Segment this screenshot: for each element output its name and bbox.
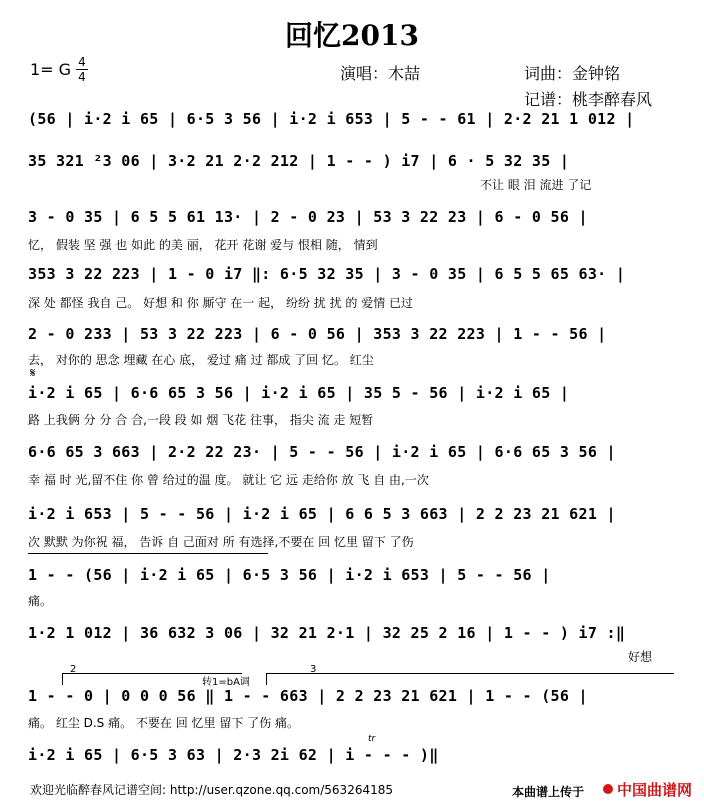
notation-text: (56 | i·2 i 65 | 6·5 3 56 | i·2 i 653 | 5 - - 61 | 2·2 21 1 012 | <box>28 110 635 128</box>
volta-label-3: 3 <box>310 664 317 675</box>
score-row-2 <box>28 152 678 176</box>
score-row-4 <box>28 265 678 289</box>
notation-text: i·2 i 653 | 5 - - 56 | i·2 i 65 | 6 6 5 3 663 | 2 2 23 21 621 | <box>28 505 616 523</box>
score-row-10 <box>28 624 678 648</box>
time-sig-bottom: 4 <box>78 70 86 84</box>
lyric-row-3: 忆， 假装 坚 强 也 如此 的美 丽， 花开 花谢 爱与 恨相 随， 情到 <box>28 238 378 252</box>
volta-bracket-3 <box>266 673 674 674</box>
composer-credit: 词曲：金钟铭 <box>524 64 621 83</box>
footer-credit: 欢迎光临醉春风记谱空间: http://user.qzone.qq.com/563264185 <box>30 783 394 797</box>
modulation-note: 转1=bA调 <box>202 677 250 688</box>
score-row-6 <box>28 384 678 408</box>
score-row-12 <box>28 746 678 770</box>
time-signature <box>76 56 88 83</box>
score-row-1 <box>28 110 678 134</box>
notation-text: 35 321 ²3 06 | 3·2 21 2·2 212 | 1 - - ) i7 | 6 · 5 32 35 | <box>28 152 570 170</box>
key-signature: 1= G <box>30 60 72 79</box>
singer-credit: 演唱：木喆 <box>340 64 421 83</box>
trill-mark: tr <box>368 734 376 744</box>
lyric-row-4: 深 处 都怪 我自 己。 好想 和 你 厮守 在一 起， 纷纷 扰 扰 的 爱情 已过 <box>28 296 414 310</box>
score-row-9 <box>28 566 678 590</box>
lyric-row-2: 不让 眼 泪 流进 了记 <box>480 178 592 192</box>
lyric-row-7: 幸 福 时 光,留不住 你 曾 给过的温 度。 就让 它 远 走给你 放 飞 自 由,一次 <box>28 473 429 487</box>
score-row-7 <box>28 443 678 467</box>
notation-text: i·2 i 65 | 6·5 3 63 | 2·3 2i 62 | i - - - )‖ <box>28 746 439 764</box>
time-sig-top: 4 <box>78 55 86 69</box>
page-title: 回忆2013 <box>285 19 419 52</box>
transcriber-credit: 记谱：桃李醉春风 <box>524 90 653 109</box>
score-row-11 <box>28 687 678 711</box>
lyric-row-5: 去， 对你的 思念 埋藏 在心 底， 爱过 痛 过 都成 了回 忆。 红尘 <box>28 353 374 367</box>
logo-mark-icon <box>603 784 613 794</box>
volta-bracket-1 <box>28 553 268 554</box>
lyric-row-11: 痛。 红尘 D.S 痛。 不要在 回 忆里 留下 了伤 痛。 <box>28 716 300 730</box>
volta-label-2: 2 <box>70 664 77 675</box>
notation-text: 1 - - (56 | i·2 i 65 | 6·5 3 56 | i·2 i 653 | 5 - - 56 | <box>28 566 551 584</box>
site-logo <box>603 779 699 801</box>
volta-bracket-2-tick <box>62 673 63 685</box>
upload-note: 本曲谱上传于 <box>512 785 585 799</box>
notation-text: 1·2 1 012 | 36 632 3 06 | 32 21 2·1 | 32 25 2 16 | 1 - - ) i7 :‖ <box>28 624 626 642</box>
volta-bracket-3-tick <box>266 673 267 685</box>
notation-text: 3 - 0 35 | 6 5 5 61 13· | 2 - 0 23 | 53 3 22 23 | 6 - 0 56 | <box>28 208 588 226</box>
notation-text: 353 3 22 223 | 1 - 0 i7 ‖: 6·5 32 35 | 3 - 0 35 | 6 5 5 65 63· | <box>28 265 626 283</box>
notation-text: 1 - - 0 | 0 0 0 56 ‖ 1 - - 663 | 2 2 23 21 621 | 1 - - (56 | <box>28 687 588 705</box>
notation-text: 2 - 0 233 | 53 3 22 223 | 6 - 0 56 | 353 3 22 223 | 1 - - 56 | <box>28 325 607 343</box>
score-row-3 <box>28 208 678 232</box>
lyric-row-6: 路 上我俩 分 分 合 合,一段 段 如 烟 飞花 往事， 指尖 流 走 短暂 <box>28 413 374 427</box>
lyric-row-9: 痛。 <box>28 594 53 608</box>
lyric-row-10: 好想 <box>628 650 653 664</box>
notation-text: 6·6 65 3 663 | 2·2 22 23· | 5 - - 56 | i·2 i 65 | 6·6 65 3 56 | <box>28 443 616 461</box>
logo-text: 中国曲谱网 <box>617 781 693 799</box>
score-row-8 <box>28 505 678 529</box>
notation-text: i·2 i 65 | 6·6 65 3 56 | i·2 i 65 | 35 5 - 56 | i·2 i 65 | <box>28 384 570 402</box>
segno-sign: 𝄋 <box>30 366 36 381</box>
lyric-row-8: 次 默默 为你祝 福， 告诉 自 己面对 所 有选择,不要在 回 忆里 留下 了伤 <box>28 535 414 549</box>
score-row-5 <box>28 325 678 349</box>
